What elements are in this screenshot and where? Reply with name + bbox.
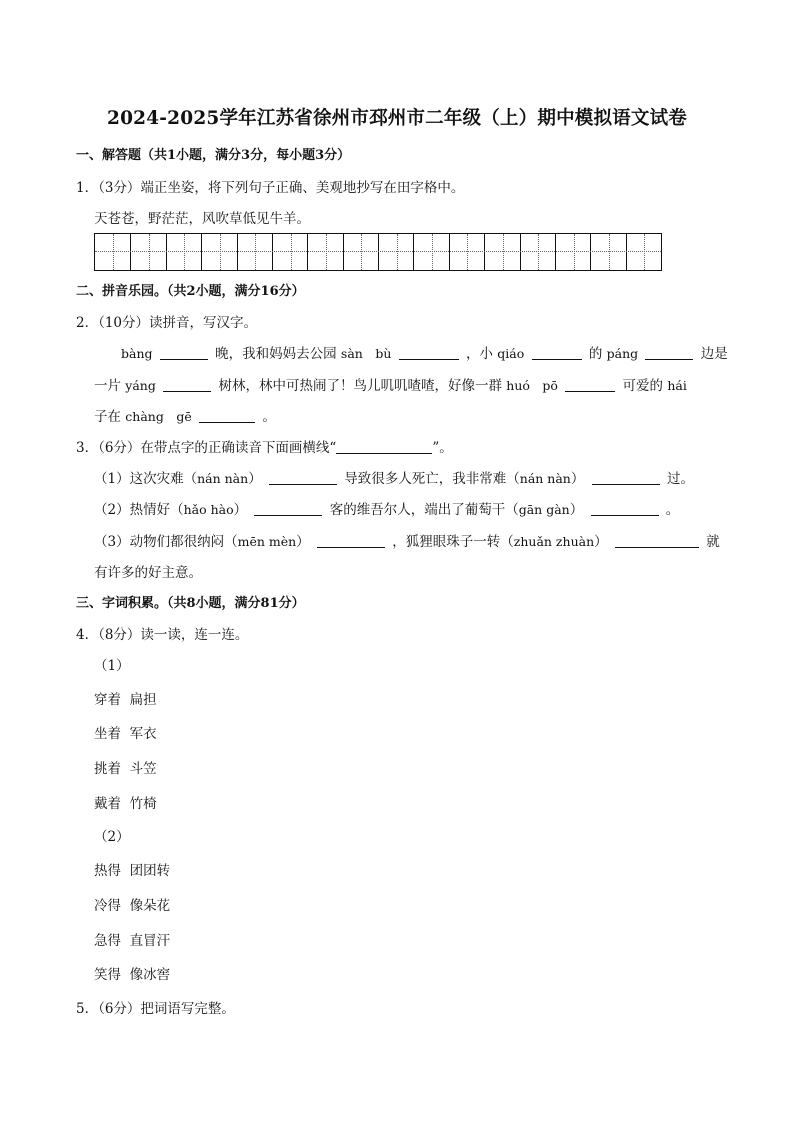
question-4-stem: 4．（8分）读一读，连一连。	[76, 627, 249, 643]
pinyin: hǎo hào	[183, 502, 234, 517]
match-right: 团团转	[129, 863, 171, 879]
text: 客的维吾尔人，端出了葡萄干（	[329, 502, 519, 518]
text: 边是	[700, 346, 728, 362]
answer-blank[interactable]	[645, 358, 693, 360]
question-2-line-1	[121, 342, 728, 362]
match-row	[94, 757, 157, 777]
answer-blank[interactable]	[336, 452, 432, 454]
cell-guide-vertical	[184, 234, 185, 270]
match-left: 急得	[94, 933, 121, 949]
text: 的	[588, 346, 603, 362]
match-left: 穿着	[94, 692, 121, 708]
tianzige-cell[interactable]	[201, 234, 237, 270]
cell-guide-vertical	[644, 234, 645, 270]
text: ，狐狸眼珠子一转（	[392, 534, 514, 550]
cell-guide-vertical	[326, 234, 327, 270]
match-left: 冷得	[94, 898, 121, 914]
match-right: 像朵花	[129, 898, 171, 914]
question-1-copy-text: 天苍苍，野茫茫，风吹草低见牛羊。	[94, 211, 310, 227]
section-3-heading: 三、字词积累。（共8小题，满分81分）	[76, 596, 305, 611]
text: 可爱的	[622, 378, 664, 394]
question-1-stem: 1．（3分）端正坐姿，将下列句子正确、美观地抄写在田字格中。	[76, 180, 465, 196]
cell-guide-vertical	[149, 234, 150, 270]
cell-guide-vertical	[113, 234, 114, 270]
question-3-item-3-continued: 有许多的好主意。	[94, 565, 202, 581]
tianzige-cell[interactable]	[307, 234, 343, 270]
match-left: 戴着	[94, 796, 121, 812]
question-2-stem: 2．（10分）读拼音，写汉字。	[76, 315, 258, 331]
answer-blank[interactable]	[199, 421, 255, 423]
cell-guide-vertical	[397, 234, 398, 270]
question-3-item-1	[94, 467, 694, 487]
pinyin: nán nàn	[197, 471, 249, 486]
pinyin: páng	[606, 346, 639, 361]
cell-guide-vertical	[255, 234, 256, 270]
answer-blank[interactable]	[254, 514, 322, 516]
tianzige-cell[interactable]	[484, 234, 520, 270]
text: 3．（6分）在带点字的正确读音下面画横线“	[76, 440, 337, 456]
match-row	[94, 963, 170, 983]
tianzige-cell[interactable]	[343, 234, 379, 270]
pinyin: chàng gē	[125, 409, 192, 424]
cell-guide-vertical	[609, 234, 610, 270]
text: ）	[570, 471, 585, 487]
question-4-part-1-label: （1）	[94, 658, 130, 674]
text: ）	[233, 502, 248, 518]
answer-blank[interactable]	[532, 358, 582, 360]
cell-guide-horizontal	[95, 251, 661, 252]
cell-guide-vertical	[291, 234, 292, 270]
tianzige-cell[interactable]	[166, 234, 202, 270]
match-row	[94, 894, 170, 914]
pinyin: hái	[667, 378, 687, 393]
text: ）	[248, 471, 262, 487]
cell-guide-vertical	[432, 234, 433, 270]
text: ”。	[432, 440, 453, 456]
text: （3）动物们都很纳闷（	[94, 534, 238, 550]
match-row	[94, 859, 170, 879]
match-left: 热得	[94, 863, 121, 879]
match-right: 斗笠	[129, 761, 157, 777]
match-right: 像冰窖	[129, 967, 171, 983]
tianzige-cell[interactable]	[413, 234, 449, 270]
pinyin: bàng	[121, 346, 153, 361]
tianzige-cell[interactable]	[237, 234, 273, 270]
match-right: 军衣	[129, 726, 157, 742]
cell-guide-vertical	[538, 234, 539, 270]
tianzige-cell[interactable]	[555, 234, 591, 270]
answer-blank[interactable]	[592, 483, 660, 485]
match-right: 竹椅	[129, 796, 157, 812]
tianzige-grid[interactable]	[94, 233, 662, 271]
cell-guide-vertical	[467, 234, 468, 270]
exam-title: 2024-2025学年江苏省徐州市邳州市二年级（上）期中模拟语文试卷	[107, 108, 687, 129]
question-4-part-2-label: （2）	[94, 829, 130, 845]
text: 导致很多人死亡，我非常难（	[344, 471, 520, 487]
match-row	[94, 722, 157, 742]
text: （2）热情好（	[94, 502, 184, 518]
tianzige-cell[interactable]	[272, 234, 308, 270]
match-row	[94, 792, 157, 812]
question-5-stem: 5．（6分）把词语写完整。	[76, 1001, 235, 1017]
pinyin: mēn mèn	[237, 534, 297, 549]
tianzige-cell[interactable]	[130, 234, 166, 270]
text: 过。	[666, 471, 694, 487]
text: ，小	[465, 346, 493, 362]
text: 子在	[94, 409, 121, 425]
pinyin: nán nàn	[519, 471, 571, 486]
question-3-stem	[76, 436, 453, 456]
pinyin: zhuǎn zhuàn	[513, 534, 595, 549]
text: ）	[594, 534, 608, 550]
pinyin: sàn bù	[340, 346, 392, 361]
cell-guide-vertical	[574, 234, 575, 270]
question-2-line-2	[94, 374, 687, 394]
text: 。	[665, 502, 680, 518]
text: ）	[296, 534, 310, 550]
pinyin: yáng	[125, 378, 156, 393]
pinyin: qiáo	[497, 346, 525, 361]
text: 晚，我和妈妈去公园	[215, 346, 337, 362]
question-2-line-3	[94, 405, 276, 425]
question-3-item-2	[94, 498, 679, 518]
answer-blank[interactable]	[160, 358, 208, 360]
text: ）	[569, 502, 584, 518]
match-left: 笑得	[94, 967, 121, 983]
match-right: 扁担	[129, 692, 157, 708]
answer-blank[interactable]	[399, 358, 459, 360]
tianzige-cell[interactable]	[95, 234, 130, 270]
match-row	[94, 688, 157, 708]
answer-blank[interactable]	[163, 390, 211, 392]
text: 就	[706, 534, 720, 550]
tianzige-cell[interactable]	[449, 234, 485, 270]
text: 树林，林中可热闹了！鸟儿叽叽喳喳，好像一群	[218, 378, 502, 394]
answer-blank[interactable]	[591, 514, 659, 516]
match-left: 挑着	[94, 761, 121, 777]
pinyin: huó pō	[506, 378, 558, 393]
question-3-item-3	[94, 530, 720, 550]
cell-guide-vertical	[503, 234, 504, 270]
cell-guide-vertical	[220, 234, 221, 270]
match-right: 直冒汗	[129, 933, 171, 949]
cell-guide-vertical	[361, 234, 362, 270]
match-row	[94, 929, 170, 949]
answer-blank[interactable]	[269, 483, 337, 485]
section-1-heading: 一、解答题（共1小题，满分3分，每小题3分）	[76, 148, 351, 163]
text: 一片	[94, 378, 121, 394]
tianzige-cell[interactable]	[520, 234, 556, 270]
pinyin: gān gàn	[518, 502, 570, 517]
text: 。	[262, 409, 276, 425]
match-left: 坐着	[94, 726, 121, 742]
answer-blank[interactable]	[317, 546, 385, 548]
text: （1）这次灾难（	[94, 471, 198, 487]
tianzige-cell[interactable]	[626, 234, 662, 270]
tianzige-cell[interactable]	[590, 234, 626, 270]
tianzige-cell[interactable]	[378, 234, 414, 270]
answer-blank[interactable]	[615, 546, 699, 548]
section-2-heading: 二、拼音乐园。（共2小题，满分16分）	[76, 284, 305, 299]
answer-blank[interactable]	[565, 390, 615, 392]
